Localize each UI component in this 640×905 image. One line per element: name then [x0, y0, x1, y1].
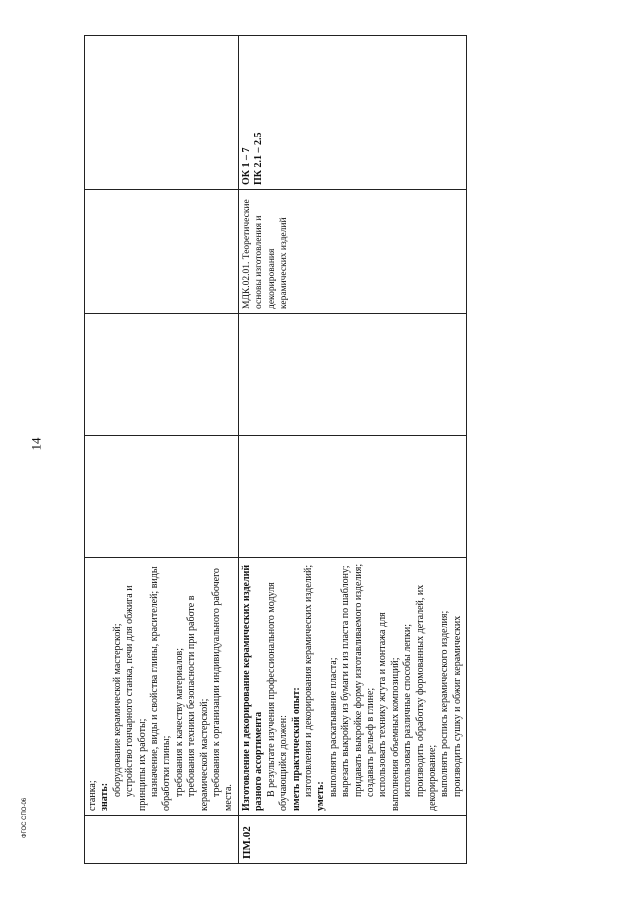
- description-line: создавать рельеф в глине;: [364, 687, 376, 797]
- description-line: придавать выкройке форму изготавливаемого изделия;: [352, 563, 364, 797]
- description-line: производить сушку и обжиг керамических: [451, 615, 463, 797]
- competence-cell: ОК 1 – 7 ПК 2.1 – 2.5: [238, 36, 466, 190]
- course-cell: [85, 190, 239, 314]
- competence-cell: [85, 36, 239, 190]
- hours-cell: [238, 314, 466, 436]
- description-line: вырезать выкройку из бумаги и из пласта по шаблону;: [340, 565, 352, 797]
- code-cell: [85, 816, 239, 864]
- hours-cell: [85, 436, 239, 558]
- description-line: оборудование керамической мастерской;: [111, 623, 123, 797]
- standard-table: [84, 35, 467, 864]
- description-line: выполнять раскатывание пласта;: [327, 657, 339, 797]
- description-line: назначение, виды и свойства глины, красителей; виды обработки глины;: [149, 566, 173, 811]
- description-line: станка;: [87, 780, 98, 811]
- description-line: уметь:: [315, 781, 327, 811]
- course-cell: МДК.02.01. Теоретические основы изготовления и декорирования керамических изделий: [238, 190, 466, 314]
- hours-cell: [85, 314, 239, 436]
- description-line: иметь практический опыт:: [290, 687, 302, 811]
- description-line: использовать различные способы лепки;: [402, 624, 414, 797]
- description-line: устройство гончарного станка, печи для обжига и принципы их работы;: [124, 585, 148, 811]
- hours-cell: [238, 436, 466, 558]
- description-line: знать:: [99, 782, 111, 811]
- description-line: Изготовление и декорирование керамических изделий разного ассортимента: [240, 564, 265, 811]
- footer-mark: ФГОС СПО-06: [22, 797, 28, 838]
- description-line: В результате изучения профессионального модуля обучающийся должен:: [265, 582, 290, 811]
- table-row: [238, 36, 466, 864]
- description-line: использовать технику жгута и монтажа для выполнения объемных композиций;: [377, 612, 401, 811]
- description-line: производить обработку формованных деталей, их декорирование;: [414, 584, 438, 811]
- rotated-table-canvas: [84, 36, 463, 864]
- description-line: требования к организации индивидуального рабочего места.: [211, 568, 235, 811]
- description-cell: [85, 558, 239, 816]
- code-cell: ПМ.02: [238, 816, 466, 864]
- description-line: требования техники безопасности при работе в керамической мастерской;: [186, 595, 210, 811]
- description-line: требования к качеству материалов;: [173, 648, 185, 797]
- description-line: выполнять роспись керамического изделия;: [439, 610, 451, 797]
- description-cell: [238, 558, 466, 816]
- table-row: [85, 36, 239, 864]
- page-number: 14: [28, 437, 44, 451]
- table-sheet: [84, 36, 463, 864]
- description-line: изготовления и декорирования керамических изделий;: [302, 564, 314, 797]
